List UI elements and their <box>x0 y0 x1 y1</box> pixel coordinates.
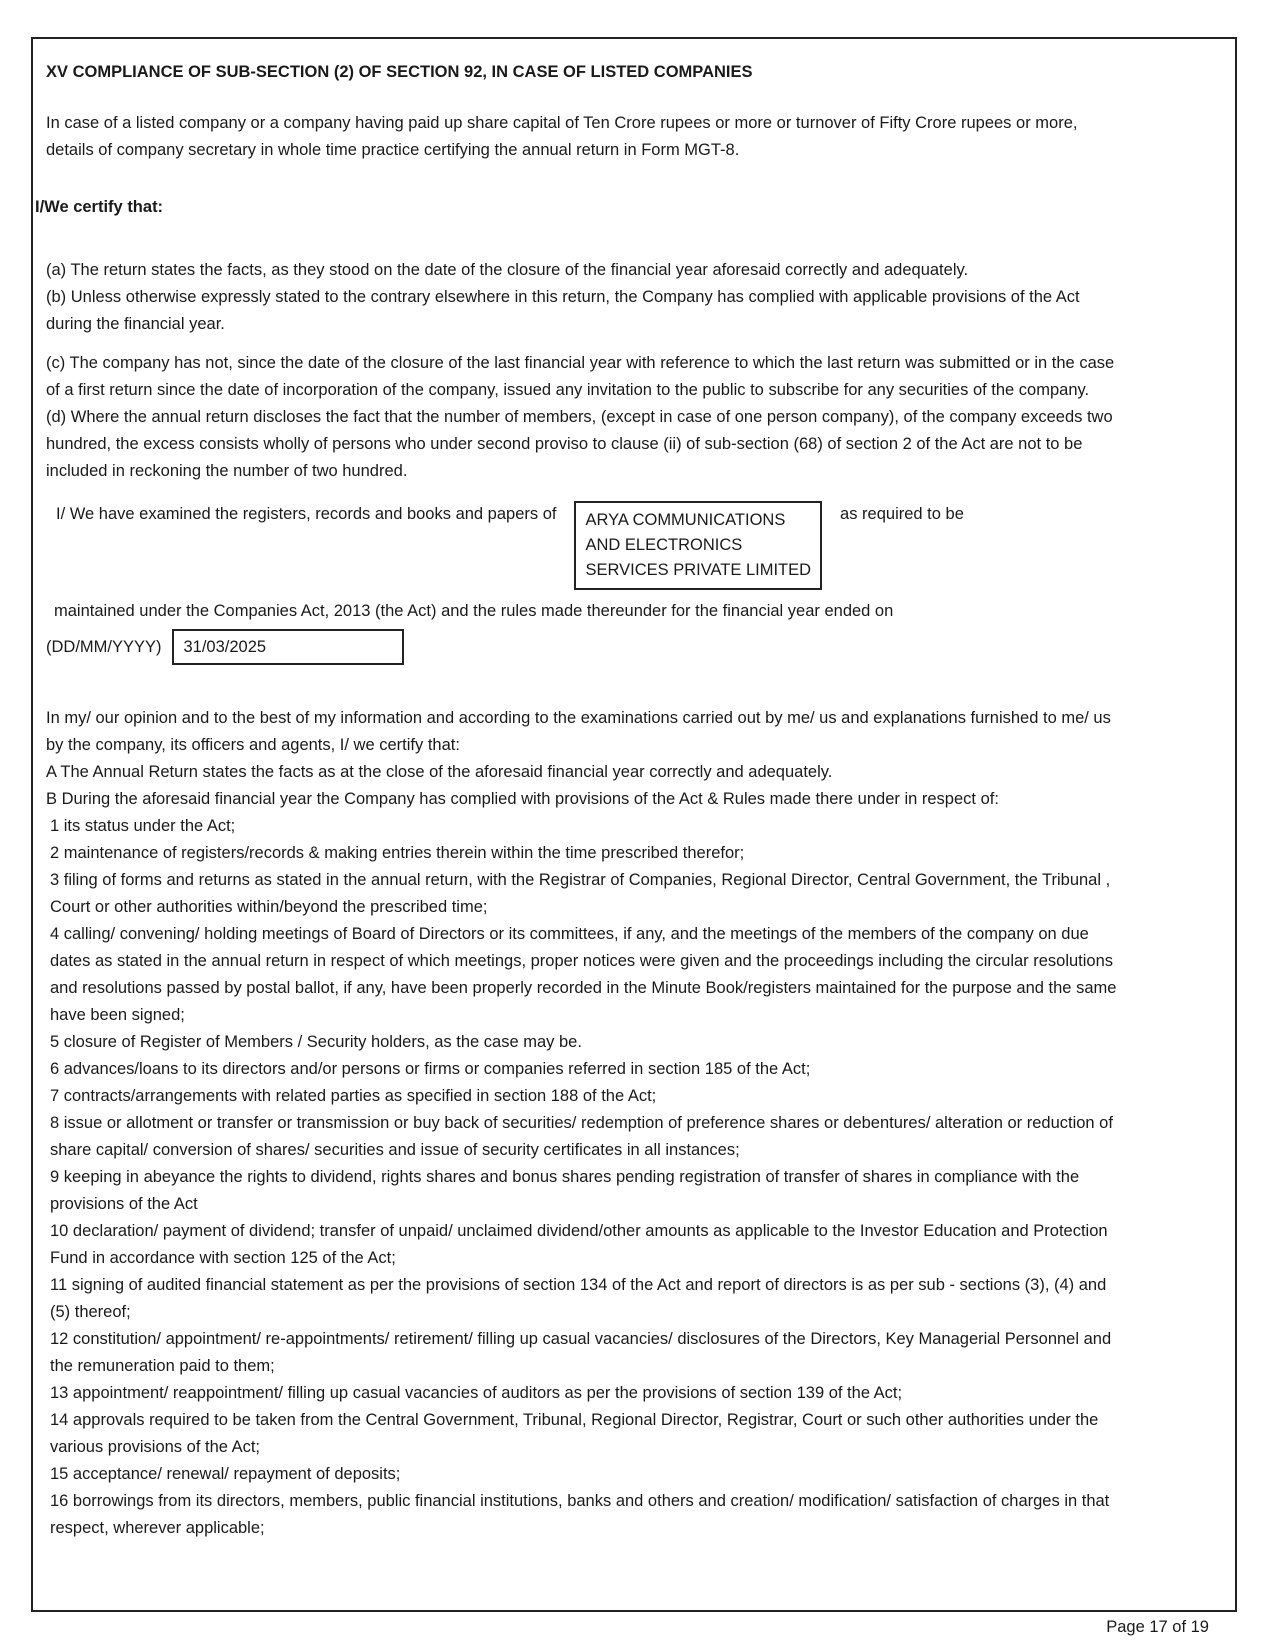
compliance-item-3: 3 filing of forms and returns as stated in the annual return, with the Registrar of Companies, Regional Director, Central Government, the Tribunal , Court or other authorities within/beyond the prescribed time; <box>50 871 1111 916</box>
section-heading: XV COMPLIANCE OF SUB-SECTION (2) OF SECTION 92, IN CASE OF LISTED COMPANIES <box>46 63 753 81</box>
compliance-item-2: 2 maintenance of registers/records & making entries therein within the time prescribed therefor; <box>50 844 745 862</box>
company-name-line-3: SERVICES PRIVATE LIMITED <box>585 561 812 579</box>
maintained-line: maintained under the Companies Act, 2013 (the Act) and the rules made thereunder for the financial year ended on <box>54 602 894 620</box>
clause-a: (a) The return states the facts, as they stood on the date of the closure of the financial year aforesaid correctly and adequately. <box>46 261 969 279</box>
opinion-paragraph: In my/ our opinion and to the best of my information and according to the examinations carried out by me/ us and explanations furnished to me/ us by the company, its officers and agents, I/ we certify that: <box>46 709 1111 754</box>
compliance-item-15: 15 acceptance/ renewal/ repayment of deposits; <box>50 1465 401 1483</box>
compliance-item-16: 16 borrowings from its directors, members, public financial institutions, banks and others and creation/ modification/ satisfaction of charges in that respect, wherever applicable; <box>50 1492 1110 1537</box>
company-name-box <box>574 501 822 590</box>
examined-prefix-text: I/ We have examined the registers, records and books and papers of <box>56 505 557 523</box>
certify-heading: I/We certify that: <box>35 198 164 216</box>
clause-d: (d) Where the annual return discloses the fact that the number of members, (except in case of one person company), of the company exceeds two hundred, the excess consists wholly of persons who under second proviso to clause (ii) of sub-section (68) of section 2 of the Act are not to be included in reckoning the number of two hundred. <box>46 408 1113 480</box>
form-section-border <box>31 37 1237 1612</box>
certification-clauses <box>46 257 1123 485</box>
compliance-item-13: 13 appointment/ reappointment/ filling up casual vacancies of auditors as per the provisions of section 139 of the Act; <box>50 1384 903 1402</box>
financial-year-end-date-box <box>172 629 404 665</box>
intro-paragraph: In case of a listed company or a company having paid up share capital of Ten Crore rupees or more or turnover of Fifty Crore rupees or more, details of company secretary in whole time practice certifying the annual return in Form MGT-8. <box>46 114 1078 159</box>
compliance-item-14: 14 approvals required to be taken from the Central Government, Tribunal, Regional Director, Registrar, Court or such other authorities under the various provisions of the Act; <box>50 1411 1099 1456</box>
financial-year-end-row <box>46 629 1123 665</box>
examined-suffix-text: as required to be <box>840 505 964 523</box>
certify-point-b: B During the aforesaid financial year the Company has complied with provisions of the Act & Rules made there under in respect of: <box>46 790 999 808</box>
compliance-item-4: 4 calling/ convening/ holding meetings of Board of Directors or its committees, if any, and the meetings of the members of the company on due dates as stated in the annual return in respect of which meetings, proper notices were given and the proceedings including the circular resolutions and resolutions passed by postal ballot, if any, have been properly recorded in the Minute Book/registers maintained for the purpose and the same have been signed; <box>50 925 1117 1024</box>
compliance-item-12: 12 constitution/ appointment/ re-appointments/ retirement/ filling up casual vacancies/ disclosures of the Directors, Key Managerial Personnel and the remuneration paid to them; <box>50 1330 1112 1375</box>
compliance-item-1: 1 its status under the Act; <box>50 817 236 835</box>
company-name-line-2: AND ELECTRONICS <box>585 536 743 554</box>
compliance-item-11: 11 signing of audited financial statement as per the provisions of section 134 of the Act and report of directors is as per sub - sections (3), (4) and (5) thereof; <box>50 1276 1107 1321</box>
compliance-item-7: 7 contracts/arrangements with related parties as specified in section 188 of the Act; <box>50 1087 657 1105</box>
compliance-item-5: 5 closure of Register of Members / Security holders, as the case may be. <box>50 1033 582 1051</box>
page-number: Page 17 of 19 <box>1106 1618 1209 1636</box>
date-format-label: (DD/MM/YYYY) <box>46 637 162 656</box>
examined-statement-row <box>46 501 1123 590</box>
compliance-items-list <box>46 813 1123 1542</box>
compliance-item-10: 10 declaration/ payment of dividend; transfer of unpaid/ unclaimed dividend/other amounts as applicable to the Investor Education and Protection Fund in accordance with section 125 of the Act; <box>50 1222 1108 1267</box>
compliance-item-6: 6 advances/loans to its directors and/or persons or firms or companies referred in section 185 of the Act; <box>50 1060 811 1078</box>
company-name-line-1: ARYA COMMUNICATIONS <box>585 511 786 529</box>
certify-point-a: A The Annual Return states the facts as at the close of the aforesaid financial year correctly and adequately. <box>46 763 833 781</box>
financial-year-end-date-value: 31/03/2025 <box>183 637 267 656</box>
clause-b: (b) Unless otherwise expressly stated to the contrary elsewhere in this return, the Company has complied with applicable provisions of the Act during the financial year. <box>46 288 1080 333</box>
compliance-item-8: 8 issue or allotment or transfer or transmission or buy back of securities/ redemption of preference shares or debentures/ alteration or reduction of share capital/ conversion of shares/ securities and issue of security certificates in all instances; <box>50 1114 1113 1159</box>
clause-c: (c) The company has not, since the date of the closure of the last financial year with reference to which the last return was submitted or in the case of a first return since the date of incorporation of the company, issued any invitation to the public to subscribe for any securities of the company. <box>46 354 1115 399</box>
compliance-item-9: 9 keeping in abeyance the rights to dividend, rights shares and bonus shares pending registration of transfer of shares in compliance with the provisions of the Act <box>50 1168 1080 1213</box>
